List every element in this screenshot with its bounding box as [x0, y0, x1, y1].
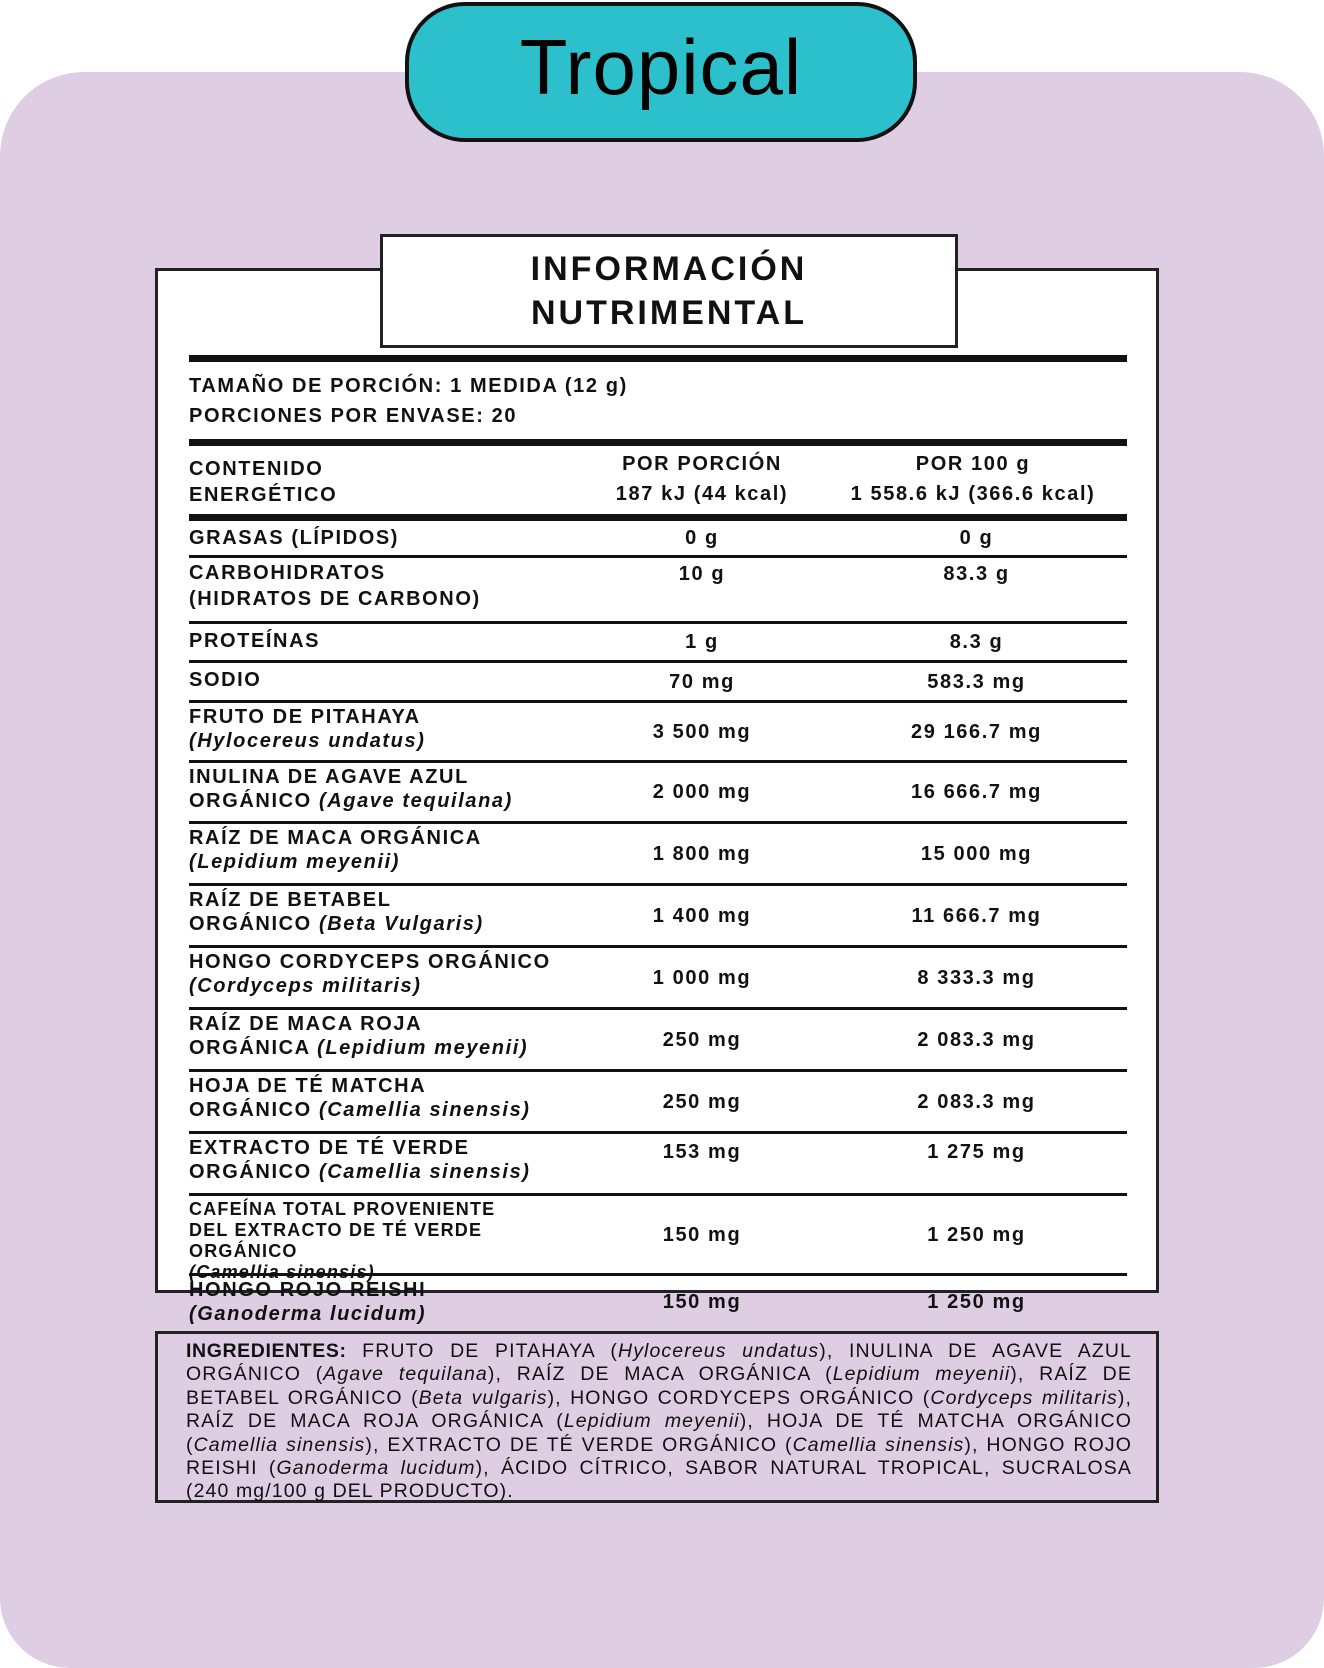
title-line-1: INFORMACIÓN	[530, 250, 808, 288]
value-per-100g: 8.3 g	[949, 631, 1004, 653]
nutrient-row	[189, 703, 1127, 760]
nutrient-row	[189, 1134, 1127, 1193]
value-per-100g: 1 250 mg	[927, 1223, 1026, 1246]
value-per-100g: 583.3 mg	[927, 670, 1026, 693]
ingredient-scientific-name: Cordyceps militaris	[930, 1386, 1118, 1409]
nutrient-label-line1: SODIO	[189, 669, 262, 691]
value-per-100g: 16 666.7 mg	[910, 781, 1042, 803]
nutrient-label-prefix: ORGÁNICO	[189, 913, 319, 935]
ingredient-text: ), RAÍZ DE MACA ROJA ORGÁNICA (	[186, 1386, 1133, 1433]
nutrient-row	[189, 624, 1127, 660]
energy-row	[189, 446, 1127, 514]
value-per-serving: 150 mg	[662, 1223, 742, 1246]
value-per-100g: 29 166.7 mg	[910, 720, 1042, 743]
ingredient-text: ), ÁCIDO CÍTRICO, SABOR NATURAL TROPICAL, SUCRALOSA (240 mg/100 g DEL PRODUCTO).	[186, 1457, 1132, 1503]
ingredients-text	[186, 1340, 1132, 1504]
nutrient-row	[189, 763, 1127, 821]
nutrient-label-line1: RAÍZ DE BETABEL	[189, 889, 392, 911]
nutrient-label-line1: FRUTO DE PITAHAYA	[189, 706, 421, 728]
nutrient-label-line1: HONGO CORDYCEPS ORGÁNICO	[189, 951, 551, 973]
nutrient-label-line1: EXTRACTO DE TÉ VERDE	[189, 1137, 470, 1159]
value-per-serving: 1 000 mg	[652, 966, 752, 989]
value-per-100g: 11 666.7 mg	[911, 904, 1042, 927]
energy-col2: 1 558.6 kJ (366.6 kcal)	[850, 483, 1096, 505]
scientific-name: (Hylocereus undatus)	[189, 730, 426, 752]
nutrient-row	[189, 948, 1127, 1007]
scientific-name: (Lepidium meyenii)	[317, 1037, 529, 1059]
nutrient-row	[189, 1276, 1127, 1335]
divider	[189, 439, 1127, 446]
nutrient-label-line1: PROTEÍNAS	[189, 630, 321, 652]
value-per-100g: 2 083.3 mg	[917, 1090, 1036, 1113]
nutrient-row	[189, 886, 1127, 945]
nutrient-label-line1: CARBOHIDRATOS	[189, 562, 386, 584]
nutrition-table	[189, 355, 1127, 1335]
divider	[189, 355, 1127, 362]
ingredient-scientific-name: Beta vulgaris	[418, 1386, 548, 1409]
ingredient-scientific-name: Camellia sinensis	[193, 1433, 366, 1456]
nutrient-label-line1: HONGO ROJO REISHI	[189, 1279, 427, 1301]
nutrient-label-prefix: ORGÁNICO	[189, 790, 319, 812]
nutrient-row	[189, 824, 1127, 883]
scientific-name: (Agave tequilana)	[318, 790, 513, 812]
energy-col1: 187 kJ (44 kcal)	[615, 483, 789, 505]
ingredient-text: ), RAÍZ DE MACA ORGÁNICA (	[487, 1363, 833, 1386]
ingredient-scientific-name: Camellia sinensis	[792, 1433, 965, 1456]
nutrient-label-line1: CAFEÍNA TOTAL PROVENIENTE	[189, 1199, 496, 1219]
nutrient-label-prefix: ORGÁNICA	[189, 1037, 318, 1059]
ingredient-scientific-name: Hylocereus undatus	[618, 1340, 820, 1362]
ingredient-scientific-name: Agave tequilana	[323, 1363, 488, 1386]
value-per-serving: 3 500 mg	[652, 720, 752, 743]
nutrient-row	[189, 1196, 1127, 1282]
ingredient-text: ), EXTRACTO DE TÉ VERDE ORGÁNICO (	[365, 1433, 793, 1456]
ingredients-heading: INGREDIENTES:	[186, 1340, 347, 1362]
nutrient-row	[189, 1010, 1127, 1069]
flavor-name: Tropical	[519, 22, 803, 111]
value-per-serving: 250 mg	[662, 1090, 742, 1113]
col2-header: POR 100 g	[915, 453, 1031, 475]
nutrient-label-prefix: ORGÁNICO	[189, 1161, 319, 1183]
value-per-100g: 2 083.3 mg	[917, 1028, 1036, 1051]
value-per-serving: 0 g	[685, 527, 719, 549]
value-per-serving: 10 g	[678, 563, 726, 585]
value-per-100g: 8 333.3 mg	[917, 966, 1036, 989]
value-per-100g: 1 275 mg	[927, 1141, 1026, 1163]
ingredient-scientific-name: Lepidium meyenii	[832, 1363, 1011, 1386]
ingredient-scientific-name: Lepidium meyenii	[563, 1410, 740, 1433]
scientific-name: (Cordyceps militaris)	[189, 975, 422, 997]
scientific-name: (Camellia sinensis)	[189, 1262, 375, 1282]
value-per-serving: 250 mg	[662, 1028, 742, 1051]
nutrient-label-line2: DEL EXTRACTO DE TÉ VERDE ORGÁNICO	[189, 1220, 483, 1261]
value-per-serving: 150 mg	[662, 1291, 742, 1313]
ingredient-text: FRUTO DE PITAHAYA (	[346, 1340, 619, 1362]
scientific-name: (Camellia sinensis)	[318, 1161, 531, 1183]
title-line-2: NUTRIMENTAL	[531, 294, 807, 332]
divider	[189, 514, 1127, 521]
value-per-100g: 0 g	[959, 527, 994, 549]
nutrient-label-line1: RAÍZ DE MACA ROJA	[189, 1013, 423, 1035]
scientific-name: (Beta Vulgaris)	[318, 913, 484, 935]
energy-label-2: ENERGÉTICO	[189, 484, 338, 506]
value-per-serving: 1 800 mg	[652, 842, 752, 865]
ingredients-box	[155, 1331, 1159, 1503]
nutrient-row	[189, 1072, 1127, 1131]
nutrient-row	[189, 663, 1127, 700]
servings-per-container: PORCIONES POR ENVASE: 20	[189, 405, 518, 427]
serving-size: TAMAÑO DE PORCIÓN: 1 MEDIDA (12 g)	[189, 375, 628, 397]
value-per-serving: 2 000 mg	[652, 781, 752, 803]
energy-label-1: CONTENIDO	[189, 458, 324, 480]
ingredient-text: ), HONGO ROJO REISHI (	[186, 1433, 1132, 1480]
nutrient-label-line2: (HIDRATOS DE CARBONO)	[189, 588, 481, 610]
nutrition-title-box	[380, 234, 958, 348]
scientific-name: (Lepidium meyenii)	[189, 851, 401, 873]
col1-header: POR PORCIÓN	[622, 453, 782, 475]
flavor-badge	[405, 2, 917, 142]
nutrient-label-line1: RAÍZ DE MACA ORGÁNICA	[189, 827, 482, 849]
nutrient-row	[189, 521, 1127, 555]
ingredient-text: ), HOJA DE TÉ MATCHA ORGÁNICO (	[186, 1410, 1133, 1456]
value-per-100g: 1 250 mg	[927, 1291, 1026, 1313]
nutrient-label-prefix: ORGÁNICO	[189, 1099, 319, 1121]
value-per-serving: 70 mg	[669, 670, 735, 693]
scientific-name: (Camellia sinensis)	[318, 1099, 531, 1121]
ingredient-scientific-name: Ganoderma lucidum	[276, 1457, 476, 1480]
ingredient-text: ), HONGO CORDYCEPS ORGÁNICO (	[547, 1386, 931, 1409]
value-per-100g: 83.3 g	[943, 563, 1010, 585]
nutrient-label-line1: INULINA DE AGAVE AZUL	[189, 766, 469, 788]
value-per-serving: 1 400 mg	[652, 904, 752, 927]
nutrient-label-line1: GRASAS (LÍPIDOS)	[189, 527, 400, 549]
nutrient-row	[189, 558, 1127, 621]
ingredient-text: ), INULINA DE AGAVE AZUL ORGÁNICO (	[186, 1340, 1132, 1386]
value-per-serving: 1 g	[685, 631, 719, 653]
value-per-serving: 153 mg	[662, 1141, 742, 1163]
ingredient-text: ), RAÍZ DE BETABEL ORGÁNICO (	[186, 1363, 1132, 1409]
scientific-name: (Ganoderma lucidum)	[189, 1303, 427, 1325]
value-per-100g: 15 000 mg	[920, 842, 1033, 865]
nutrient-label-line1: HOJA DE TÉ MATCHA	[189, 1075, 427, 1097]
